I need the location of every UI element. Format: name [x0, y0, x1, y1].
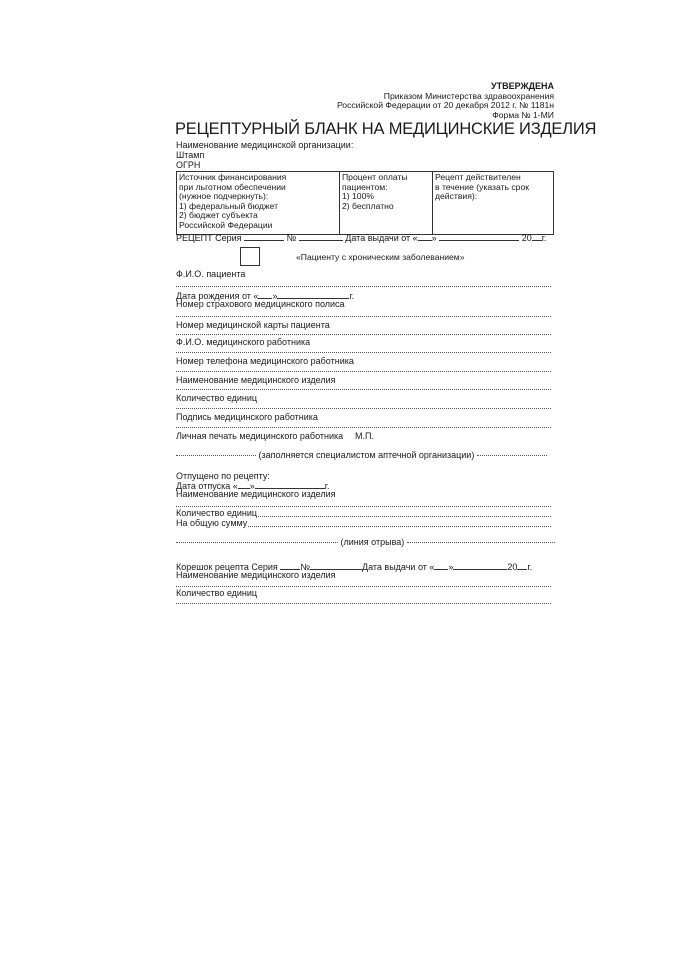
- release-day-blank: [238, 480, 250, 489]
- series-blank: [244, 232, 284, 241]
- patient-name-line[interactable]: [176, 286, 551, 287]
- pharmacy-quantity-line[interactable]: [258, 516, 551, 517]
- recipe-series-line: [176, 232, 546, 244]
- med-card-line[interactable]: [176, 334, 551, 335]
- stub-year-blank: [517, 561, 527, 570]
- pharmacy-separator: [176, 450, 551, 461]
- pharmacy-device-label: Наименование медицинского изделия: [176, 489, 336, 499]
- release-date-label: Дата отпуска «: [176, 481, 238, 491]
- patient-name-label: Ф.И.О. пациента: [176, 269, 246, 279]
- validity-cell: [433, 172, 554, 235]
- stub-device-label: Наименование медицинского изделия: [176, 570, 336, 580]
- approval-line-2: Российской Федерации от 20 декабря 2012 г. № 1181н: [336, 100, 554, 111]
- funding-source-line: Российской Федерации: [179, 219, 273, 230]
- pharmacy-note: (заполняется специалистом аптечной организации): [258, 450, 475, 460]
- approval-block: [337, 82, 554, 120]
- chronic-checkbox[interactable]: [240, 247, 260, 266]
- number-blank: [299, 232, 343, 241]
- validity-line: действия):: [435, 191, 478, 202]
- recipe-number-label: №: [286, 233, 297, 243]
- dotted-rule: [407, 542, 555, 543]
- pharmacy-quantity-label: Количество единиц: [176, 508, 258, 518]
- stub-month-blank: [453, 561, 507, 570]
- signature-label: Подпись медицинского работника: [176, 412, 318, 422]
- release-month-blank: [255, 480, 325, 489]
- stamp-label: Штамп: [176, 150, 205, 160]
- total-sum-line[interactable]: [248, 526, 551, 527]
- payment-percent-line: 2) бесплатно: [342, 200, 394, 211]
- quantity-label: Количество единиц: [176, 393, 258, 403]
- dotted-rule: [176, 455, 256, 456]
- med-card-label: Номер медицинской карты пациента: [176, 320, 330, 330]
- stub-quantity-line[interactable]: [176, 603, 551, 604]
- total-sum-label: На общую сумму: [176, 518, 248, 528]
- payment-percent-line: пациентом:: [342, 181, 388, 192]
- ogrn-label: ОГРН: [176, 160, 201, 170]
- dotted-rule: [176, 542, 338, 543]
- birth-date-label: Дата рождения от «: [176, 291, 259, 301]
- worker-phone-line[interactable]: [176, 371, 551, 372]
- month-blank: [439, 232, 519, 241]
- released-label: Отпущено по рецепту:: [176, 471, 270, 481]
- funding-table: [176, 171, 554, 235]
- year-suffix: г.: [541, 233, 547, 243]
- tear-line-label: (линия отрыва): [340, 537, 405, 547]
- stub-day-blank: [434, 561, 448, 570]
- worker-name-label: Ф.И.О. медицинского работника: [176, 337, 311, 347]
- stub-year-label: 20: [507, 562, 518, 572]
- year-suffix: г.: [527, 562, 533, 572]
- day-blank: [418, 232, 432, 241]
- policy-line[interactable]: [176, 316, 551, 317]
- validity-line: в течение (указать срок: [435, 181, 529, 192]
- quote-close: »: [448, 562, 454, 572]
- form-number: Форма № 1-МИ: [492, 109, 554, 120]
- birth-day-blank: [258, 290, 272, 299]
- year-suffix: г.: [349, 291, 355, 301]
- stub-series-blank: [280, 561, 300, 570]
- stub-device-line[interactable]: [176, 586, 551, 587]
- funding-source-line: (нужное подчеркнуть):: [179, 191, 269, 202]
- stub-series-label: Корешок рецепта Серия: [176, 562, 278, 572]
- worker-phone-label: Номер телефона медицинского работника: [176, 356, 354, 366]
- stub-number-blank: [310, 561, 362, 570]
- mp-label: М.П.: [355, 431, 374, 441]
- funding-source-line: 2) бюджет субъекта: [179, 210, 258, 221]
- recipe-series-label: РЕЦЕПТ Серия: [176, 233, 242, 243]
- approval-line-1: Приказом Министерства здравоохранения: [383, 90, 554, 101]
- issue-date-label: Дата выдачи от «: [345, 233, 418, 243]
- pharmacy-device-line[interactable]: [176, 506, 551, 507]
- dotted-rule: [477, 455, 547, 456]
- quote-close: »: [431, 233, 437, 243]
- tear-line: [176, 537, 551, 548]
- form-title: РЕЦЕПТУРНЫЙ БЛАНК НА МЕДИЦИНСКИЕ ИЗДЕЛИЯ: [175, 120, 597, 138]
- funding-source-line: при льготном обеспечении: [179, 181, 286, 192]
- validity-line: Рецепт действителен: [435, 172, 521, 182]
- device-name-line[interactable]: [176, 389, 551, 390]
- policy-label: Номер страхового медицинского полиса: [176, 299, 345, 309]
- funding-source-line: 1) федеральный бюджет: [179, 200, 279, 211]
- stub-quantity-label: Количество единиц: [176, 588, 258, 598]
- worker-name-line[interactable]: [176, 352, 551, 353]
- seal-label: Личная печать медицинского работника: [176, 431, 344, 441]
- stub-issue-date-label: Дата выдачи от «: [361, 562, 435, 572]
- chronic-note: «Пациенту с хроническим заболеванием»: [296, 252, 465, 262]
- payment-percent-line: 1) 100%: [342, 191, 375, 202]
- device-name-label: Наименование медицинского изделия: [176, 375, 336, 385]
- funding-source-line: Источник финансирования: [179, 172, 287, 182]
- year-blank: [532, 232, 542, 241]
- funding-source-cell: [177, 172, 340, 235]
- signature-line[interactable]: [176, 427, 551, 428]
- payment-percent-cell: [340, 172, 433, 235]
- year-suffix: г.: [324, 481, 330, 491]
- year-label: 20: [521, 233, 532, 243]
- stub-number-label: №: [300, 562, 310, 572]
- quantity-line[interactable]: [176, 408, 551, 409]
- payment-percent-line: Процент оплаты: [342, 172, 408, 182]
- birth-month-blank: [277, 290, 349, 299]
- quote-close: »: [249, 481, 255, 491]
- quote-close: »: [272, 291, 278, 301]
- org-name-label: Наименование медицинской организации:: [176, 140, 354, 150]
- approval-title: УТВЕРЖДЕНА: [490, 81, 554, 91]
